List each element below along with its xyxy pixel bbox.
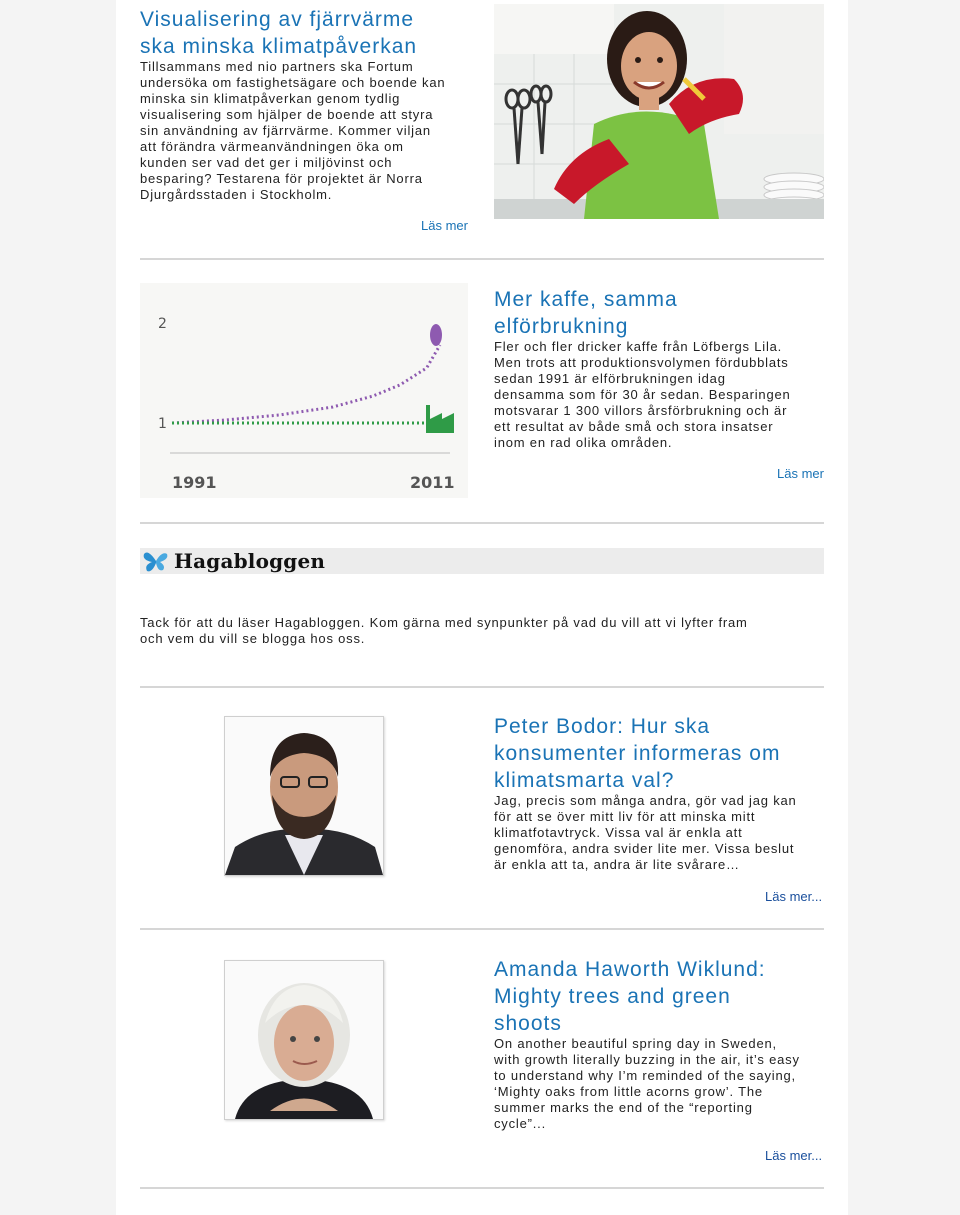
read-more-link[interactable]: Läs mer... xyxy=(765,889,823,904)
blog-banner[interactable] xyxy=(140,548,824,574)
article-body: Tillsammans med nio partners ska Fortum undersöka om fastighetsägare och boende kan minska sin klimatpåverkan genom tydlig visualisering som hjälper de boende att styra sin användning av fjärrvärme. Kommer viljan att förändra värmeanvändningen öka om kunden ser vad det ger i miljövinst och besparing? Testarena för projektet är Norra Djurgårdsstaden i Stockholm. xyxy=(140,59,446,202)
read-more-link[interactable]: Läs mer xyxy=(421,218,468,233)
y-tick-label: 1 xyxy=(158,416,167,432)
article-body: Fler och fler dricker kaffe från Löfbergs Lila. Men trots att produktionsvolymen fördubblats sedan 1991 är elförbrukningen idag densamma som för 30 år sedan. Besparingen motsvarar 1 300 villors årsförbrukning och är ett resultat av både små och stora insatser inom en rad olika områden. xyxy=(494,339,791,450)
x-tick-label: 1991 xyxy=(172,473,217,492)
author-portrait[interactable] xyxy=(224,960,384,1120)
read-more-link[interactable]: Läs mer xyxy=(777,466,824,481)
chart-svg xyxy=(140,283,468,498)
article-photo[interactable] xyxy=(494,4,824,219)
divider xyxy=(140,686,824,688)
blog-intro: Tack för att du läser Hagabloggen. Kom gärna med synpunkter på vad du vill att vi lyfter fram och vem du vill se blogga hos oss. xyxy=(140,615,748,646)
blog-post-body: On another beautiful spring day in Sweden, with growth literally buzzing in the air, it’s easy to understand why I’m reminded of the saying, ‘Mighty oaks from little acorns grow’. The summer marks the end of the “reporting cycle”... xyxy=(494,1036,800,1131)
article-title[interactable]: Mer kaffe, samma elförbrukning xyxy=(494,288,678,338)
divider xyxy=(140,928,824,930)
divider xyxy=(140,522,824,524)
coffee-energy-chart[interactable] xyxy=(140,283,468,498)
butterfly-icon xyxy=(142,548,170,574)
man-portrait-image xyxy=(225,717,383,875)
blog-post-title[interactable]: Peter Bodor: Hur ska konsumenter informeras om klimatsmarta val? xyxy=(494,715,781,792)
coffee-bean-icon xyxy=(430,324,442,346)
divider xyxy=(140,1187,824,1189)
blog-post-body: Jag, precis som många andra, gör vad jag kan för att se över mitt liv för att minska mitt klimatfotavtryck. Vissa val är enkla att genomföra, andra svider lite mer. Vissa beslut är enkla att ta, andra är lite svårare… xyxy=(494,793,797,872)
blog-post-title[interactable]: Amanda Haworth Wiklund: Mighty trees and green shoots xyxy=(494,958,766,1035)
read-more-link[interactable]: Läs mer... xyxy=(765,1148,823,1163)
x-tick-label: 2011 xyxy=(410,473,455,492)
divider xyxy=(140,258,824,260)
chart-background xyxy=(140,283,468,498)
author-portrait[interactable] xyxy=(224,716,384,876)
blog-banner-title: Hagabloggen xyxy=(174,549,326,573)
woman-portrait-image xyxy=(225,961,383,1119)
y-tick-label: 2 xyxy=(158,316,167,332)
article-title[interactable]: Visualisering av fjärrvärme ska minska klimatpåverkan xyxy=(140,8,418,58)
girl-with-gloves-image xyxy=(494,4,824,219)
